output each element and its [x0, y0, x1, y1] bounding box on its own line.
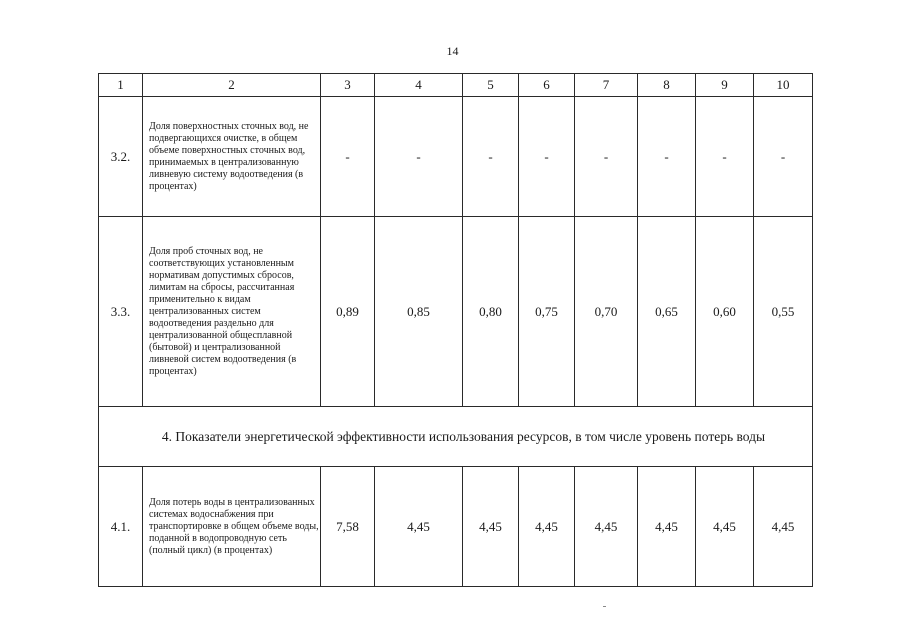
table-cell: 4,45 [519, 467, 575, 587]
table-cell: 4,45 [696, 467, 754, 587]
table-cell: 0,80 [463, 217, 519, 407]
table-cell: 7,58 [321, 467, 375, 587]
row-number: 3.3. [99, 217, 143, 407]
table-cell: 0,55 [754, 217, 813, 407]
table-cell: 4,45 [375, 467, 463, 587]
table-cell: - [696, 97, 754, 217]
table-cell: 0,65 [638, 217, 696, 407]
row-number: 3.2. [99, 97, 143, 217]
table-cell: - [375, 97, 463, 217]
column-header: 6 [519, 74, 575, 97]
column-header: 1 [99, 74, 143, 97]
scan-speck [603, 606, 606, 607]
column-header: 5 [463, 74, 519, 97]
row-description-text: Доля поверхностных сточных вод, не подвергающихся очистке, в общем объеме поверхностных сточных вод, принимаемых в централизованную ливневую систему водоотведения (в процентах) [149, 120, 309, 192]
column-header: 4 [375, 74, 463, 97]
table-cell: - [638, 97, 696, 217]
section-title: 4. Показатели энергетической эффективности использования ресурсов, в том числе уровень потерь воды [99, 407, 813, 467]
column-header: 7 [575, 74, 638, 97]
table-cell: 0,70 [575, 217, 638, 407]
column-header: 3 [321, 74, 375, 97]
column-header: 10 [754, 74, 813, 97]
page-number: 14 [446, 44, 459, 58]
table-row [99, 217, 813, 407]
section-header-row [99, 407, 813, 467]
row-description [143, 97, 321, 217]
table-cell: - [321, 97, 375, 217]
table-cell: 4,45 [463, 467, 519, 587]
row-description [143, 217, 321, 407]
table-cell: - [575, 97, 638, 217]
table-cell: 4,45 [638, 467, 696, 587]
table-header-row [99, 74, 813, 97]
table-cell: 0,60 [696, 217, 754, 407]
row-description-text: Доля проб сточных вод, не соответствующих установленным нормативам допустимых сбросов, лимитам на сбросы, рассчитанная применительно к видам централизованных систем водоотведения раздельно для централизованной общесплавной (бытовой) и централизованной ливневой систем водоотведения (в процентах) [149, 245, 297, 377]
table-cell: 0,75 [519, 217, 575, 407]
indicators-table [98, 73, 813, 587]
row-description-text: Доля потерь воды в централизованных системах водоснабжения при транспортировке в общем объеме воды, поданной в водопроводную сеть (полный цикл) (в процентах) [149, 496, 319, 556]
table-cell: 4,45 [575, 467, 638, 587]
table-cell: - [754, 97, 813, 217]
column-header: 8 [638, 74, 696, 97]
table-row [99, 467, 813, 587]
table-row [99, 97, 813, 217]
column-header: 9 [696, 74, 754, 97]
row-description [143, 467, 321, 587]
table-cell: - [519, 97, 575, 217]
table-cell: - [463, 97, 519, 217]
column-header: 2 [143, 74, 321, 97]
table-cell: 0,89 [321, 217, 375, 407]
table-cell: 4,45 [754, 467, 813, 587]
row-number: 4.1. [99, 467, 143, 587]
table-cell: 0,85 [375, 217, 463, 407]
